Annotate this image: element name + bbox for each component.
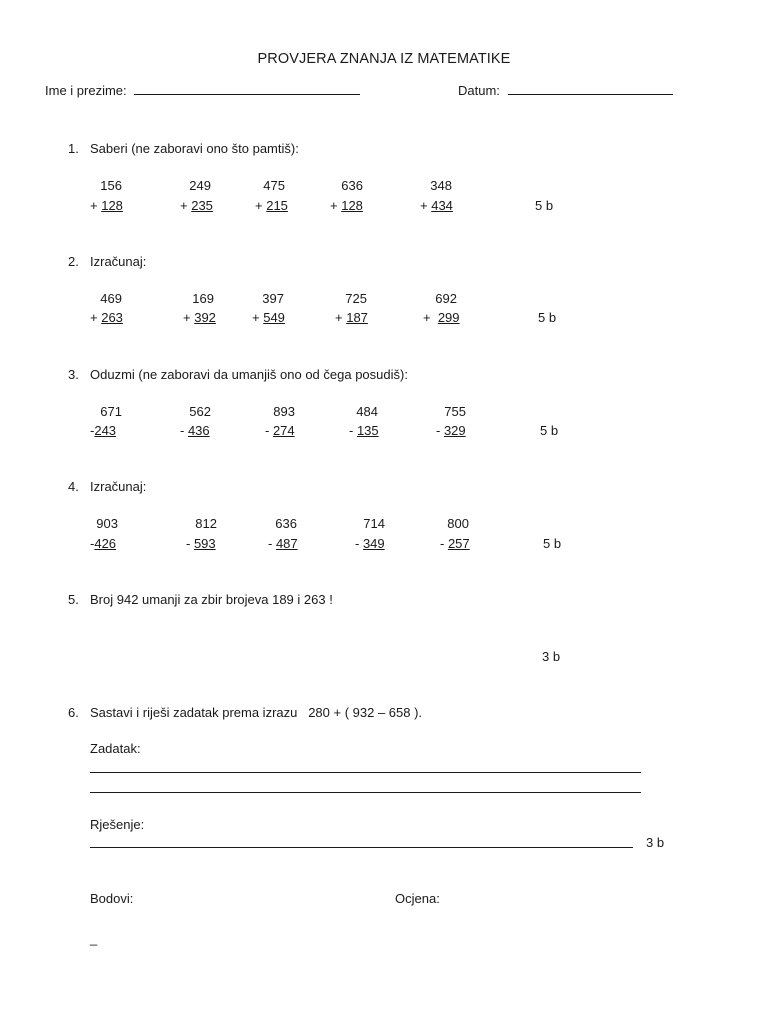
task-2-number: 2. (68, 254, 79, 269)
problem-2-4-bottom: + 187 (335, 310, 368, 325)
task-5-number: 5. (68, 592, 79, 607)
problem-3-1-bottom: -243 (90, 423, 117, 438)
task-6-text: Sastavi i riješi zadatak prema izrazu 280 + ( 932 – 658 ). (90, 705, 423, 720)
problem-2-2-top: 169 (192, 291, 214, 306)
problem-3-3-bottom: - 274 (265, 423, 295, 438)
problem-1-2-bottom: + 235 (180, 198, 213, 213)
problem-4-4-top: 714 (363, 516, 385, 531)
rjesenje-label: Rješenje: (90, 817, 145, 832)
problem-4-2-bottom: - 593 (186, 536, 216, 551)
problem-3-2-bottom: - 436 (180, 423, 210, 438)
name-blank[interactable] (134, 82, 360, 95)
problem-4-3-bottom: - 487 (268, 536, 298, 551)
page-title: PROVJERA ZNANJA IZ MATEMATIKE (257, 51, 511, 67)
task-2-points: 5 b (538, 310, 557, 325)
problem-4-5-top: 800 (447, 516, 469, 531)
zadatak-label: Zadatak: (90, 741, 141, 756)
task-4-number: 4. (68, 479, 79, 494)
problem-3-3-top: 893 (273, 404, 295, 419)
problem-4-4-bottom: - 349 (355, 536, 385, 551)
task-3-text: Oduzmi (ne zaboravi da umanjiš ono od čega posudiš): (90, 367, 408, 382)
task-2-text: Izračunaj: (90, 254, 147, 269)
task-4-text: Izračunaj: (90, 479, 147, 494)
problem-1-5-top: 348 (430, 178, 452, 193)
problem-3-4-bottom: - 135 (349, 423, 379, 438)
date-label: Datum: (458, 83, 500, 98)
task-1-points: 5 b (535, 198, 554, 213)
problem-2-3-bottom: + 549 (252, 310, 285, 325)
task-4-points: 5 b (543, 536, 562, 551)
problem-1-3-top: 475 (263, 178, 285, 193)
date-field (458, 82, 673, 98)
zadatak-line-2[interactable] (90, 782, 641, 793)
problem-1-5-bottom: + 434 (420, 198, 453, 213)
bodovi-label: Bodovi: (90, 891, 134, 906)
task-6-number: 6. (68, 705, 79, 720)
problem-4-5-bottom: - 257 (440, 536, 470, 551)
task-5-points: 3 b (542, 649, 561, 664)
name-label: Ime i prezime: (45, 83, 127, 98)
footer-mark: _ (90, 931, 98, 946)
zadatak-line-1[interactable] (90, 762, 641, 773)
problem-2-5-top: 692 (435, 291, 457, 306)
task-6-points: 3 b (646, 835, 665, 850)
problem-1-2-top: 249 (189, 178, 211, 193)
task-3-points: 5 b (540, 423, 559, 438)
problem-3-4-top: 484 (356, 404, 378, 419)
task-1-text: Saberi (ne zaboravi ono što pamtiš): (90, 141, 299, 156)
problem-4-3-top: 636 (275, 516, 297, 531)
name-field (45, 82, 360, 98)
problem-1-1-top: 156 (100, 178, 122, 193)
problem-3-5-bottom: - 329 (436, 423, 466, 438)
problem-1-1-bottom: + 128 (90, 198, 123, 213)
ocjena-label: Ocjena: (395, 891, 440, 906)
problem-1-3-bottom: + 215 (255, 198, 288, 213)
problem-2-2-bottom: + 392 (183, 310, 216, 325)
problem-3-5-top: 755 (444, 404, 466, 419)
task-5-text: Broj 942 umanji za zbir brojeva 189 i 263 ! (90, 592, 333, 607)
date-blank[interactable] (508, 82, 673, 95)
task-1-number: 1. (68, 141, 79, 156)
rjesenje-line[interactable] (90, 837, 633, 848)
problem-1-4-top: 636 (341, 178, 363, 193)
problem-2-1-bottom: + 263 (90, 310, 123, 325)
problem-3-2-top: 562 (189, 404, 211, 419)
problem-2-4-top: 725 (345, 291, 367, 306)
problem-2-1-top: 469 (100, 291, 122, 306)
task-3-number: 3. (68, 367, 79, 382)
problem-4-1-bottom: -426 (90, 536, 117, 551)
problem-3-1-top: 671 (100, 404, 122, 419)
problem-1-4-bottom: + 128 (330, 198, 363, 213)
problem-4-1-top: 903 (96, 516, 118, 531)
problem-2-5-bottom: + 299 (423, 310, 460, 325)
problem-2-3-top: 397 (262, 291, 284, 306)
problem-4-2-top: 812 (195, 516, 217, 531)
